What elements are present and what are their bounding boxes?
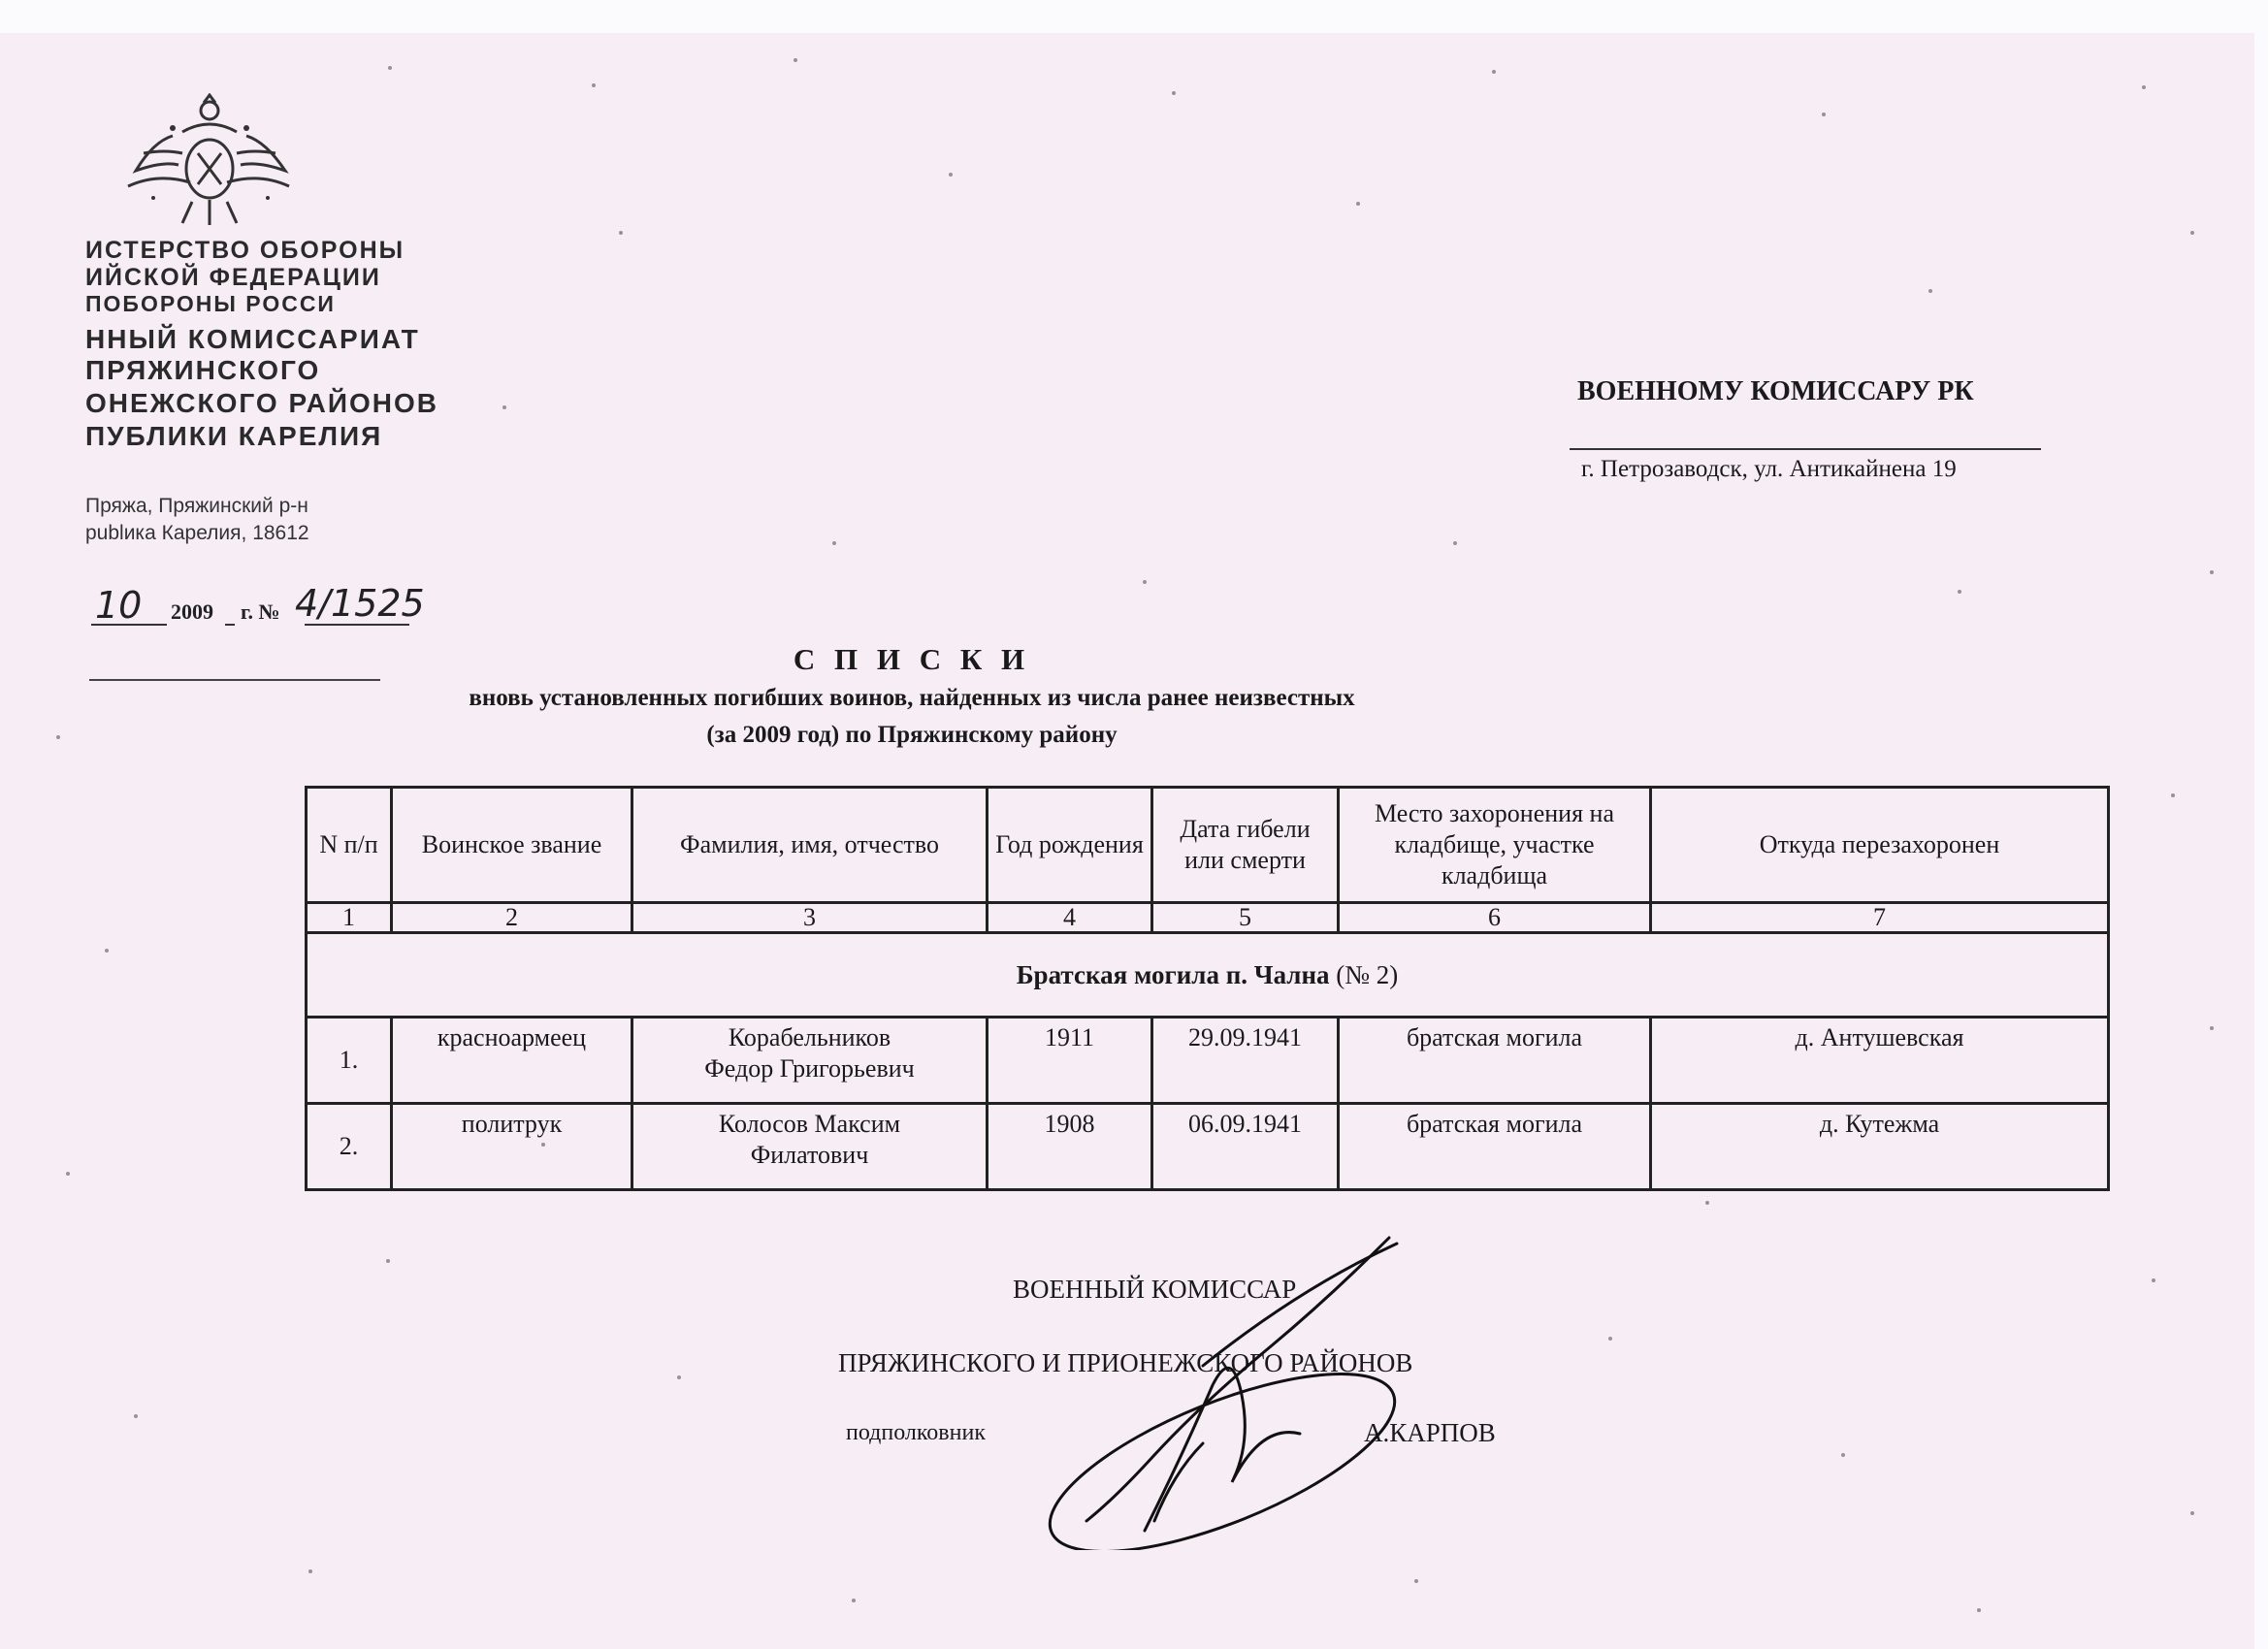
cell-reburied-from: д. Кутежма xyxy=(1651,1104,2109,1190)
date-year: 2009 xyxy=(171,599,213,624)
signatory-position-district: ПРЯЖИНСКОГО И ПРИОНЕЖСКОГО РАЙОНОВ xyxy=(838,1348,1413,1377)
cell-birth-year: 1911 xyxy=(988,1018,1152,1104)
column-header: Воинское звание xyxy=(392,788,632,903)
column-header: Откуда перезахоронен xyxy=(1651,788,2109,903)
cell-birth-year: 1908 xyxy=(988,1104,1152,1190)
cell-full-name xyxy=(632,1104,988,1190)
signatory-name: А.КАРПОВ xyxy=(1364,1418,1496,1447)
cell-death-date: 06.09.1941 xyxy=(1152,1104,1339,1190)
column-number: 1 xyxy=(307,903,392,933)
table-header-row xyxy=(307,788,2109,903)
letterhead-address: Пряжа, Пряжинский р-н xyxy=(85,495,308,517)
column-number-row xyxy=(307,903,2109,933)
document-subtitle: вновь установленных погибших воинов, найденных из числа ранее неизвестных xyxy=(469,685,1355,711)
name-line: Филатович xyxy=(750,1141,869,1169)
addressee-address: г. Петрозаводск, ул. Антикайнена 19 xyxy=(1581,456,1957,482)
column-number: 7 xyxy=(1651,903,2109,933)
name-line: Корабельников xyxy=(728,1023,891,1051)
date-number-label: г. № xyxy=(241,599,280,624)
column-header: N п/п xyxy=(307,788,392,903)
cell-rank: красноармеец xyxy=(392,1018,632,1104)
group-number: (№ 2) xyxy=(1336,959,1399,989)
row-number: 1. xyxy=(307,1018,392,1104)
cell-burial-place: братская могила xyxy=(1339,1104,1651,1190)
group-title: Братская могила п. Чална xyxy=(1016,959,1330,989)
letterhead-line: ПОБОРОНЫ РОССИ xyxy=(85,291,336,316)
cell-rank: политрук xyxy=(392,1104,632,1190)
signatory-position: ВОЕННЫЙ КОМИССАР xyxy=(1013,1275,1297,1304)
column-number: 5 xyxy=(1152,903,1339,933)
column-number: 6 xyxy=(1339,903,1651,933)
column-number: 4 xyxy=(988,903,1152,933)
handwritten-signature xyxy=(1009,1230,1416,1550)
letterhead-line: ПРЯЖИНСКОГО xyxy=(85,355,321,385)
signatory-rank: подполковник xyxy=(846,1420,986,1445)
name-line: Федор Григорьевич xyxy=(704,1054,915,1083)
row-number: 2. xyxy=(307,1104,392,1190)
letterhead-address: publика Карелия, 18612 xyxy=(85,522,309,544)
scan-border-top xyxy=(0,0,2268,33)
letterhead-line: ОНЕЖСКОГО РАЙОНОВ xyxy=(85,388,438,418)
date-day-handwritten: 10 xyxy=(95,584,143,627)
column-number: 3 xyxy=(632,903,988,933)
name-line: Колосов Максим xyxy=(718,1110,901,1138)
document-subtitle-period: (за 2009 год) по Пряжинскому району xyxy=(706,722,1118,748)
fallen-soldiers-table xyxy=(305,786,2110,1191)
letterhead-line: ИЙСКОЙ ФЕДЕРАЦИИ xyxy=(85,264,381,291)
group-header-cell xyxy=(307,933,2109,1018)
letterhead-line: ПУБЛИКИ КАРЕЛИЯ xyxy=(85,421,383,451)
document-title: С П И С К И xyxy=(793,642,1031,676)
column-header: Дата гибели или смерти xyxy=(1152,788,1339,903)
cell-burial-place: братская могила xyxy=(1339,1018,1651,1104)
scan-border-right xyxy=(2254,0,2268,1649)
addressee-title: ВОЕННОМУ КОМИССАРУ РК xyxy=(1577,376,1974,406)
group-header-row xyxy=(307,933,2109,1018)
letterhead-line: ИСТЕРСТВО ОБОРОНЫ xyxy=(85,237,405,264)
outgoing-date-number xyxy=(89,582,425,640)
column-header: Фамилия, имя, отчество xyxy=(632,788,988,903)
double-headed-eagle-emblem-icon xyxy=(114,93,299,229)
column-number: 2 xyxy=(392,903,632,933)
cell-full-name xyxy=(632,1018,988,1104)
table-row xyxy=(307,1104,2109,1190)
column-header: Место захоронения на кладбище, участке кладбища xyxy=(1339,788,1651,903)
cell-death-date: 29.09.1941 xyxy=(1152,1018,1339,1104)
cell-reburied-from: д. Антушевская xyxy=(1651,1018,2109,1104)
letterhead-line: ННЫЙ КОМИССАРИАТ xyxy=(85,324,420,354)
table-row xyxy=(307,1018,2109,1104)
addressee-rule xyxy=(1570,448,2041,450)
doc-number-handwritten: 4/1525 xyxy=(295,582,425,625)
column-header: Год рождения xyxy=(988,788,1152,903)
letterhead-rule xyxy=(89,679,380,681)
